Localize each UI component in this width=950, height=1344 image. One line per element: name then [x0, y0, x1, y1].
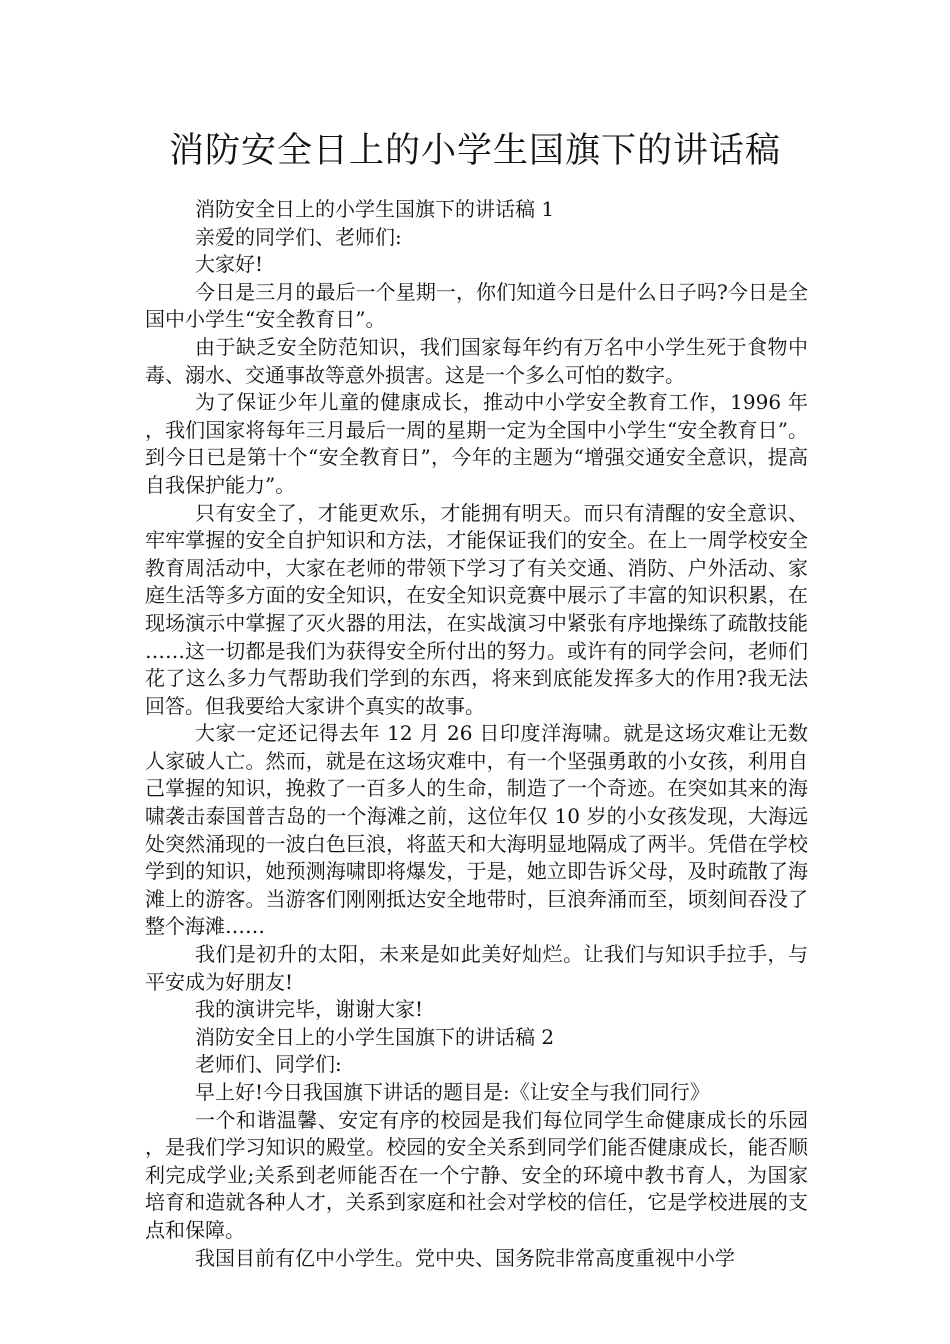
paragraph: 为了保证少年儿童的健康成长，推动中小学安全教育工作，1996 年，我们国家将每年三月最后一周的星期一定为全国中小学生“安全教育日”。到今日已是第十个“安全教育日”，今年的主题为“增强交通安全意识，提高自我保护能力”。: [145, 390, 808, 497]
salutation: 亲爱的同学们、老师们:: [195, 224, 402, 249]
closing-line: 我的演讲完毕，谢谢大家!: [195, 997, 424, 1022]
section-heading-1: 消防安全日上的小学生国旗下的讲话稿 1: [195, 197, 555, 221]
salutation: 老师们、同学们:: [195, 1052, 342, 1077]
paragraph: 大家一定还记得去年 12 月 26 日印度洋海啸。就是这场灾难让无数人家破人亡。然而，就是在这场灾难中，有一个坚强勇敢的小女孩，利用自己掌握的知识，挽救了一百多人的生命，制造了一个奇迹。在突如其来的海啸袭击泰国普吉岛的一个海滩之前，这位年仅 10 岁的小女孩发现，大海远处突然涌现的一波白色巨浪，将蓝天和大海明显地隔成了两半。凭借在学校学到的知识，她预测海啸即将爆发，于是，她立即告诉父母，及时疏散了海滩上的游客。当游客们刚刚抵达安全地带时，巨浪奔涌而至，顷刻间吞没了整个海滩……: [145, 721, 808, 939]
document-body: [145, 196, 808, 1272]
paragraph: 只有安全了，才能更欢乐，才能拥有明天。而只有清醒的安全意识、牢牢掌握的安全自护知识和方法，才能保证我们的安全。在上一周学校安全教育周活动中，大家在老师的带领下学习了有关交通、消防、户外活动、家庭生活等多方面的安全知识，在安全知识竞赛中展示了丰富的知识积累，在现场演示中掌握了灭火器的用法，在实战演习中紧张有序地操练了疏散技能……这一切都是我们为获得安全所付出的努力。或许有的同学会问，老师们花了这么多力气帮助我们学到的东西，将来到底能发挥多大的作用?我无法回答。但我要给大家讲个真实的故事。: [145, 500, 808, 718]
section-heading-2: 消防安全日上的小学生国旗下的讲话稿 2: [195, 1024, 555, 1049]
paragraph: 我们是初升的太阳，未来是如此美好灿烂。让我们与知识手拉手，与平安成为好朋友!: [145, 942, 808, 994]
paragraph: 我国目前有亿中小学生。党中央、国务院非常高度重视中小学: [195, 1245, 735, 1270]
paragraph: 一个和谐温馨、安定有序的校园是我们每位同学生命健康成长的乐园，是我们学习知识的殿堂。校园的安全关系到同学们能否健康成长，能否顺利完成学业;关系到老师能否在一个宁静、安全的环境中教书育人，为国家培育和造就各种人才，关系到家庭和社会对学校的信任，它是学校进展的支点和保障。: [145, 1107, 808, 1242]
paragraph: 由于缺乏安全防范知识，我们国家每年约有万名中小学生死于食物中毒、溺水、交通事故等意外损害。这是一个多么可怕的数字。: [145, 334, 808, 387]
paragraph: 今日是三月的最后一个星期一，你们知道今日是什么日子吗?今日是全国中小学生“安全教育日”。: [145, 279, 808, 332]
greeting: 大家好!: [195, 252, 264, 277]
greeting: 早上好!今日我国旗下讲话的题目是:《让安全与我们同行》: [195, 1080, 710, 1104]
document-title: 消防安全日上的小学生国旗下的讲话稿: [168, 131, 781, 171]
